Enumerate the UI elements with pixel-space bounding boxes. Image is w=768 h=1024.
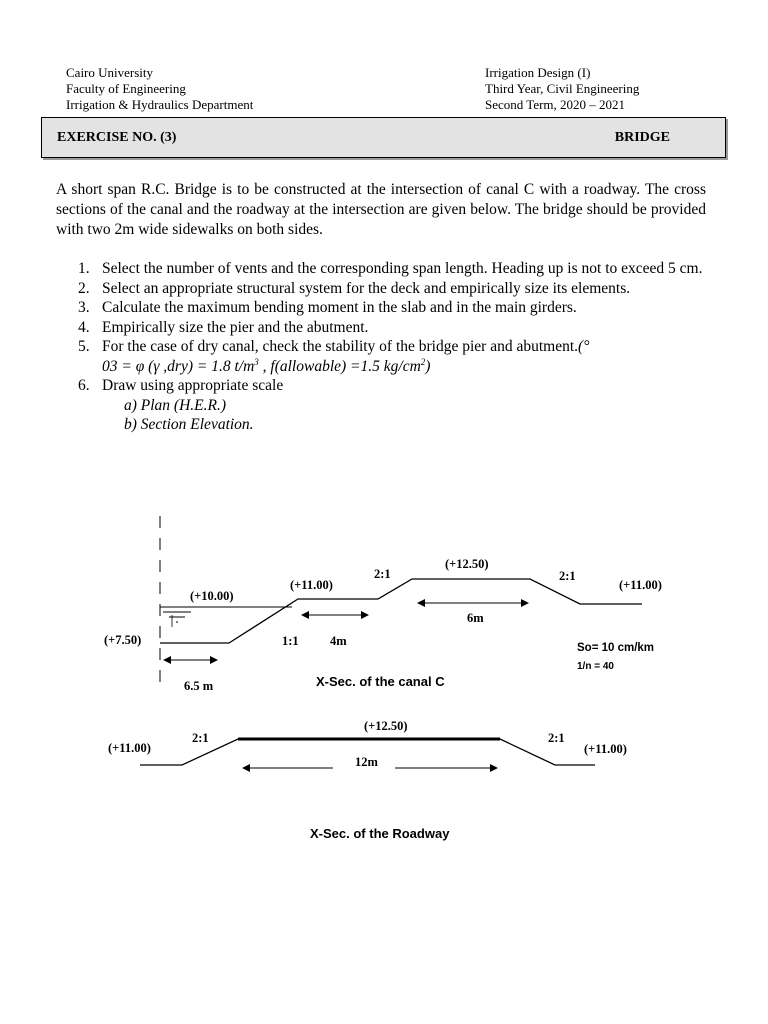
task-number: 3. (78, 299, 90, 316)
canal-half-bed-width: 6.5 m (184, 679, 214, 693)
roadway-section (108, 719, 627, 841)
roadway-left-slope: 2:1 (192, 731, 209, 745)
task-text: Calculate the maximum bending moment in the slab and in the main girders. (102, 299, 577, 316)
formula-close: ) (425, 357, 431, 375)
canal-manning: 1/n = 40 (577, 661, 614, 672)
roadway-width: 12m (355, 755, 378, 769)
canal-side-slope: 1:1 (282, 634, 299, 648)
task-number: 1. (78, 260, 90, 277)
task-text: Empirically size the pier and the abutment. (102, 318, 369, 336)
task-text: Select an appropriate structural system for the deck and empirically size its elements. (102, 279, 631, 297)
exercise-number: EXERCISE NO. (3) (57, 130, 177, 145)
task-text: Draw using appropriate scale (102, 377, 284, 394)
task-number: 6. (78, 377, 90, 394)
course-name: Irrigation Design (I) (485, 65, 591, 80)
canal-berm-width: 4m (330, 634, 347, 648)
formula-allowable: , f(allowable) =1.5 kg/cm (258, 357, 421, 375)
canal-left-slope: 2:1 (374, 567, 391, 581)
task-number: 2. (78, 279, 90, 297)
canal-top-level: (+12.50) (445, 557, 489, 571)
subtask-section: b) Section Elevation. (124, 416, 254, 433)
formula-sup-3: 3 (254, 356, 259, 367)
task-number: 5. (78, 338, 90, 355)
canal-bed-level: (+7.50) (104, 633, 142, 647)
formula-sup-2: 2 (420, 356, 426, 367)
exercise-topic: BRIDGE (614, 130, 670, 145)
intro-paragraph: A short span R.C. Bridge is to be constructed at the intersection of canal C with a roadway. The cross sections of the canal and the roadway at the intersection are given below. The bridge should be provided with two 2m wide sidewalks on both sides. (56, 181, 706, 238)
year-program: Third Year, Civil Engineering (485, 81, 640, 96)
term: Second Term, 2020 – 2021 (485, 97, 626, 112)
canal-water-level: (+10.00) (190, 589, 234, 603)
canal-section (104, 516, 662, 693)
task-text: Select the number of vents and the corresponding span length. Heading up is not to exceed 5 cm. (102, 260, 703, 277)
formula-open: (° (578, 338, 590, 355)
task-number: 4. (78, 318, 90, 336)
formula-unit-weight: 03 = φ (γ ,dry) = 1.8 t/m (102, 357, 255, 375)
canal-right-level: (+11.00) (619, 578, 662, 592)
department-name: Irrigation & Hydraulics Department (66, 97, 254, 112)
roadway-top-level: (+12.50) (364, 719, 408, 733)
canal-title: X-Sec. of the canal C (316, 674, 445, 689)
roadway-right-slope: 2:1 (548, 731, 565, 745)
water-level-icon (163, 612, 191, 622)
faculty-name: Faculty of Engineering (66, 81, 186, 96)
subtask-plan: a) Plan (H.E.R.) (124, 396, 227, 414)
roadway-title: X-Sec. of the Roadway (310, 826, 450, 841)
university-name: Cairo University (66, 65, 154, 80)
task-text: For the case of dry canal, check the stability of the bridge pier and abutment. (102, 338, 579, 355)
canal-bank-level: (+11.00) (290, 578, 333, 592)
canal-top-width: 6m (467, 611, 484, 625)
canal-right-slope: 2:1 (559, 569, 576, 583)
roadway-left-level: (+11.00) (108, 741, 151, 755)
roadway-right-level: (+11.00) (584, 742, 627, 756)
canal-bed-slope: So= 10 cm/km (577, 642, 655, 654)
